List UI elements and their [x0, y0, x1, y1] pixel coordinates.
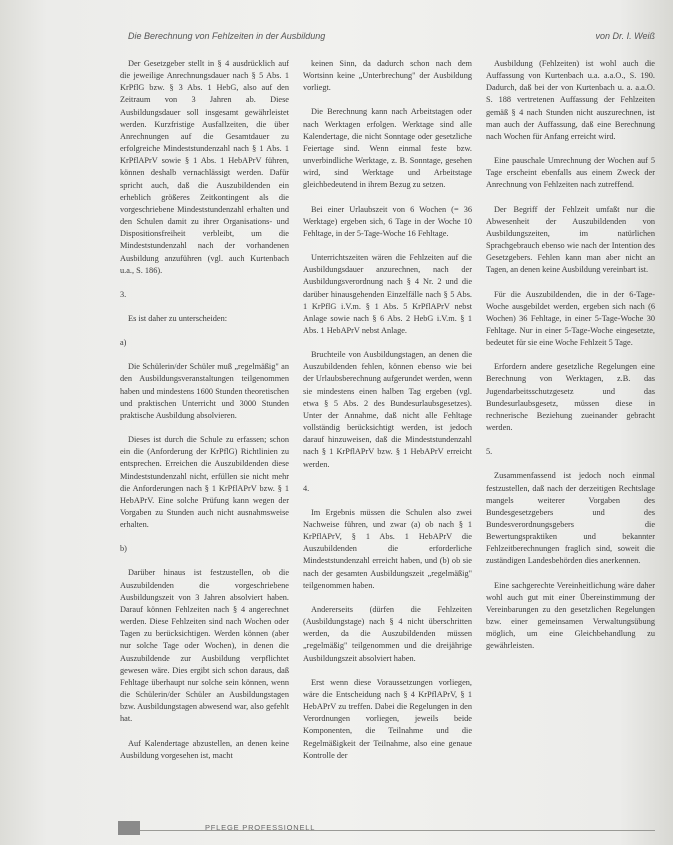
header-author: von Dr. I. Weiß	[595, 31, 655, 41]
paragraph: Es ist daher zu unterscheiden:	[128, 313, 228, 323]
paragraph: Die Schülerin/der Schüler muß „regelmäßig" an den Ausbildungsveranstaltungen teilgenommen haben und mindestens 1600 Stunden theoretischen und praktischen Unterricht und 3000 Stunden praktische Ausbildung absolvieren.	[120, 362, 289, 420]
column-left	[120, 58, 289, 808]
paragraph: Erst wenn diese Voraussetzungen vorliegen, wäre die Entscheidung nach § 4 KrPflAPrV, § 1 HebAPrV zu treffen. Dabei die Regelungen in den Verordnungen vorliegen, jeweils beide Komponenten, die Teilnahme und die Regelmäßigkeit der Teilnahme, also eine genaue Kontrolle der	[303, 677, 472, 760]
paragraph: Eine sachgerechte Vereinheitlichung wäre daher wohl auch gut mit einer Übereinstimmung der Vereinbarungen zu den gesetzlichen Regelungen bzw. einer gemeinsamen Verwaltungsübung möglich, um eine Gleichbehandlung zu gewährleisten.	[486, 580, 655, 651]
paragraph: keinen Sinn, da dadurch schon nach dem Wortsinn keine „Unterbrechung" der Ausbildung vorliegt.	[303, 59, 472, 93]
column-middle	[303, 58, 472, 808]
paragraph: Eine pauschale Umrechnung der Wochen auf 5 Tage erscheint ebenfalls aus einem Zweck der Anrechnung von Fehlzeiten nach zutreffend.	[486, 156, 655, 190]
paragraph: Im Ergebnis müssen die Schulen also zwei Nachweise führen, und zwar (a) ob nach § 1 KrPflAPrV, § 1 Abs. 1 HebAPrV die Auszubildenden die erforderliche Mindeststundenzahl erreicht haben, und (b) ob sie nach der gesamten Ausbildungszeit „regelmäßig" teilgenommen haben.	[303, 507, 472, 590]
paragraph: Bruchteile von Ausbildungstagen, an denen die Auszubildenden fehlen, können ebenso wie bei der Urlaubsberechnung aufgerundet werden, wenn sie mindestens einen halben Tag ergeben (vgl. etwa § 5 Abs. 2 des Bundesurlaubsgesetzes). Unter der Annahme, daß nicht alle Fehltage vollständig berücksichtigt werden, ist jedoch darauf hinzuweisen, daß die Mindeststundenzahl nach § 1 KrPflAPrV bzw. § 1 HebAPrV erreicht werden.	[303, 350, 472, 469]
paragraph: Erfordern andere gesetzliche Regelungen eine Berechnung von Werktagen, z.B. das Jugendarbeitsschutzgesetz und das Bundesurlaubsgesetz, müssen diese in rechnerische Beziehung zueinander gebracht werden.	[486, 362, 655, 433]
section-number: 3.	[120, 289, 127, 299]
paragraph: Auf Kalendertage abzustellen, an denen keine Ausbildung vorgesehen ist, macht	[120, 738, 289, 760]
paragraph: Unterrichtszeiten wären die Fehlzeiten auf die Ausbildungsdauer anzurechnen, nach der Ausbildungsverordnung nach § 4 Nr. 2 und die darüber hinausgehenden Einzelfälle nach § 5 Abs. 1 KrPflG i.V.m. § 1 Abs. 5 KrPflAPrV nebst Anlage sowie nach § 6 Abs. 2 HebG i.V.m. § 1 Abs. 1 HebAPrV nebst Anlage.	[303, 253, 472, 335]
section-number: 5.	[486, 447, 493, 457]
subsection-label: a)	[120, 338, 127, 348]
running-header	[128, 28, 655, 44]
paragraph: Andererseits (dürfen die Fehlzeiten (Ausbildungstage) nach § 4 nicht überschritten werden, da die Auszubildenden müssen „regelmäßig" teilgenommen und die dreijährige Ausbildungszeit absolviert haben.	[303, 604, 472, 663]
paragraph: Bei einer Urlaubszeit von 6 Wochen (= 36 Werktage) ergeben sich, 6 Tage in der Woche 10 Fehltage, in der 5-Tage-Woche 16 Fehltage.	[303, 204, 472, 238]
paragraph: Die Berechnung kann nach Arbeitstagen oder nach Werktagen erfolgen. Werktage sind alle Kalendertage, die nicht Sonntage oder gesetzliche Feiertage sind. Wenn einmal feste bzw. unverbindliche Werktage, z. B. Sonntage, gesehen wird, sind Werktage und Arbeitstage gleichbedeutend in ihrem Bezug zu setzen.	[303, 107, 472, 190]
paragraph: Ausbildung (Fehlzeiten) ist wohl auch die Auffassung von Kurtenbach u.a. a.a.O., S. 190. Dadurch, daß bei der von Kurtenbach u. a. a.a.O. S. 188 vertretenen Auffassung der Fehlzeiten gemäß § 4 nach Stunden nicht auszurechnen, ist man auch der Auffassung, daß eine Berechnung nach Wochen für Anfang erreicht wird.	[486, 59, 655, 141]
paragraph: Dieses ist durch die Schule zu erfassen; schon ein die (Anforderung der KrPflG) Richtlinien zu entsprechen. Erreichen die Auszubildenden diese Mindeststundenzahl nicht, erfüllen sie nicht mehr die Anforderungen nach § 1 KrPflAPrV bzw. § 1 HebAPrV. Eine solche Prüfung kann wegen der Vorgaben zu Stunden auch nicht ausnahmsweise erhalten.	[120, 435, 289, 530]
footer-rule	[118, 830, 655, 831]
paragraph: Der Gesetzgeber stellt in § 4 ausdrücklich auf die jeweilige Anrechnungsdauer nach § 5 Abs. 1 KrPflG bzw. § 3 Abs. 1 HebG, also auf den Zeitraum von 3 Jahren ab. Diese Ausbildungsdauer soll insgesamt gewährleistet werden. Kurzfristige Ausfallzeiten, die über Anrechnungen auf die Gesamtdauer zu erfolgreiche Mindeststundenzahl nach § 1 Abs. 1 KrPflAPrV sowie § 1 Abs. 1 HebAPrV führen, können deshalb vernachlässigt werden. Dafür spricht auch, daß die Auszubildenden ein erheblich größeres Zeitkontingent als die vorgeschriebene Mindeststundenzahl erhalten und den Schulen damit zu ihrer Organisations- und Dispositionsfreiheit verbleibt, um die Mindeststundenzahl nach der vorhandenen Ausbildung anzuführen (vgl. auch Kurtenbach u.a., S. 186).	[120, 59, 289, 275]
section-number: 4.	[303, 483, 310, 493]
paragraph: Darüber hinaus ist festzustellen, ob die Auszubildenden die vorgeschriebene Ausbildungszeit von 3 Jahren absolviert haben. Darauf können Fehlzeiten nach § 4 angerechnet werden. Diese Fehlzeiten sind nach Wochen oder Tagen zu berücksichtigen. Werden können (aber nur solche Tage oder Wochen), in denen die Auszubildende zur Ausbildung verpflichtet gewesen wäre. Dies ergibt sich schon daraus, daß Fehltage überhaupt nur solche sein können, wenn die Schülerin/der Schüler an Ausbildungstagen bzw. Ausbildungstagen abwesend war, also gefehlt hat.	[120, 568, 289, 724]
paragraph: Zusammenfassend ist jedoch noch einmal festzustellen, daß nach der derzeitigen Rechtslage mangels weiterer Vorgaben des Bundesgesetzgebers und des Bundesverordnungsgebers die Bewertungspraktiken und bekannter Fehlzeitberechnungen fraglich sind, soweit die zuständigen Landesbehörden dies anerkennen.	[486, 471, 655, 566]
paragraph: Für die Auszubildenden, die in der 6-Tage-Woche ausgebildet werden, ergeben sich nach (6 Wochen) 36 Fehltage, in einer 5-Tage-Woche 30 Fehltage. Nur in einer 5-Tage-Woche eingesetzte, bedeutet für sie eine Woche Fehlzeit 5 Tage.	[486, 289, 655, 348]
text-columns	[120, 58, 655, 808]
page-number-badge	[118, 821, 140, 835]
subsection-label: b)	[120, 544, 127, 554]
paragraph: Der Begriff der Fehlzeit umfaßt nur die Abwesenheit der Auszubildenden von Ausbildungszeiten, im natürlichen Sprachgebrauch ebenso wie nach der Intention des Gesetzgebers. Fehlen kann man aber nicht an Tagen, an denen keine Ausbildung vereinbart ist.	[486, 204, 655, 275]
footer-publication: PFLEGE PROFESSIONELL	[205, 823, 316, 832]
header-title: Die Berechnung von Fehlzeiten in der Ausbildung	[128, 31, 326, 41]
column-right	[486, 58, 655, 808]
